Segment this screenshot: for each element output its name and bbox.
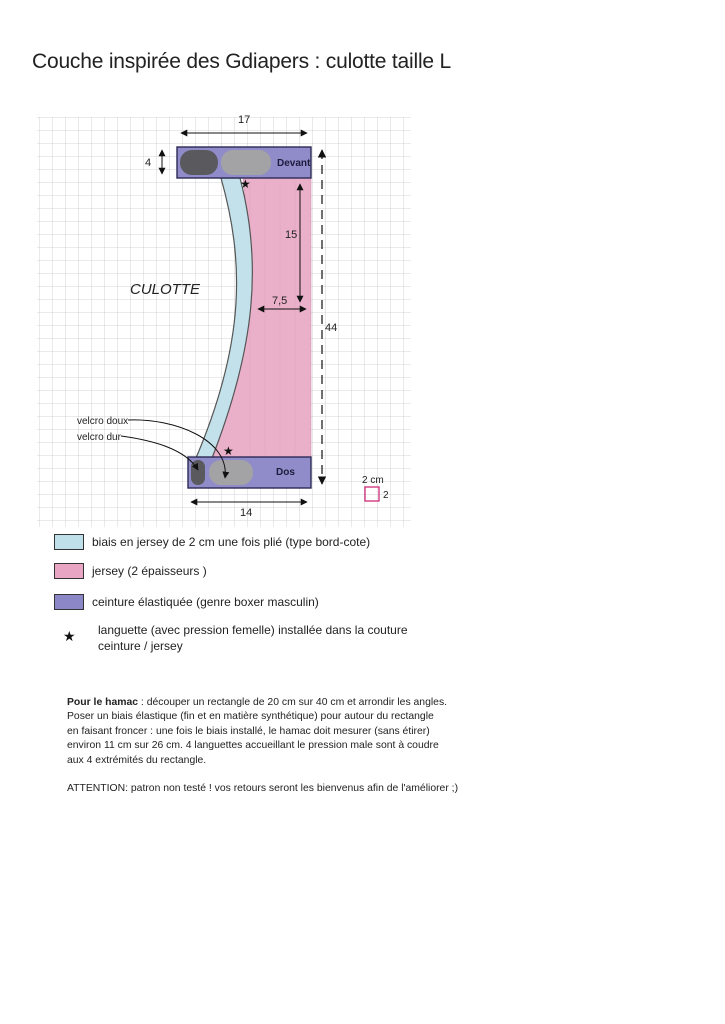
legend-swatch-ceinture [54, 594, 84, 610]
label-culotte: CULOTTE [130, 281, 201, 298]
dim-bottom-label: 14 [240, 507, 253, 519]
notes-line5: aux 4 extrémités du rectangle. [67, 754, 207, 766]
scale-label: 2 cm [362, 475, 384, 486]
star-marker-back: ★ [223, 444, 234, 458]
legend-text-ceinture: ceinture élastiquée (genre boxer masculin) [92, 595, 319, 609]
dim-side-label: 44 [325, 322, 338, 334]
dim-band-label: 4 [145, 157, 152, 169]
legend-text-languette-line1: languette (avec pression femelle) installée dans la couture [98, 623, 408, 637]
label-dos: Dos [276, 467, 295, 478]
label-devant: Devant [277, 158, 311, 169]
dim-top-label: 17 [238, 114, 251, 126]
legend-text-jersey: jersey (2 épaisseurs ) [92, 564, 207, 578]
scale-side-label: 2 [383, 490, 389, 501]
velcro-hard-back [209, 460, 253, 485]
velcro-hard-front [221, 150, 271, 175]
legend-swatch-jersey [54, 563, 84, 579]
dim-inner-vertical-label: 15 [285, 229, 298, 241]
star-marker-front: ★ [240, 177, 251, 191]
notes-hamac-line1: : découper un rectangle de 20 cm sur 40 cm et arrondir les angles. [138, 697, 448, 708]
label-velcro-soft: velcro doux [77, 416, 129, 427]
legend-row-biais [54, 534, 370, 550]
velcro-soft-front [180, 150, 218, 175]
legend-text-languette-line2: ceinture / jersey [98, 639, 183, 653]
notes-line3: en faisant froncer : une fois le biais installé, le hamac doit mesurer (sans étirer) [67, 725, 430, 737]
legend-row-jersey [54, 563, 207, 579]
dim-inner-horizontal-label: 7,5 [272, 295, 288, 307]
notes-line4: environ 11 cm sur 26 cm. 4 languettes accueillant le pression male sont à coudre [67, 740, 439, 752]
legend-row-ceinture [54, 594, 319, 610]
notes-line1 [67, 696, 487, 710]
hamac-notes [67, 696, 487, 796]
page-title: Couche inspirée des Gdiapers : culotte taille L [32, 50, 452, 73]
notes-line2: Poser un biais élastique (fin et en matière synthétique) pour autour du rectangle [67, 711, 434, 723]
label-velcro-hard: velcro dur [77, 432, 121, 443]
notes-hamac-bold: Pour le hamac [67, 697, 139, 708]
legend-swatch-biais [54, 534, 84, 550]
legend-text-biais: biais en jersey de 2 cm une fois plié (type bord-cote) [92, 535, 371, 549]
notes-attention: ATTENTION: patron non testé ! vos retours seront les bienvenus afin de l'améliorer ;) [67, 783, 459, 795]
legend-row-languette [98, 622, 408, 654]
legend-star-icon: ★ [63, 628, 76, 644]
